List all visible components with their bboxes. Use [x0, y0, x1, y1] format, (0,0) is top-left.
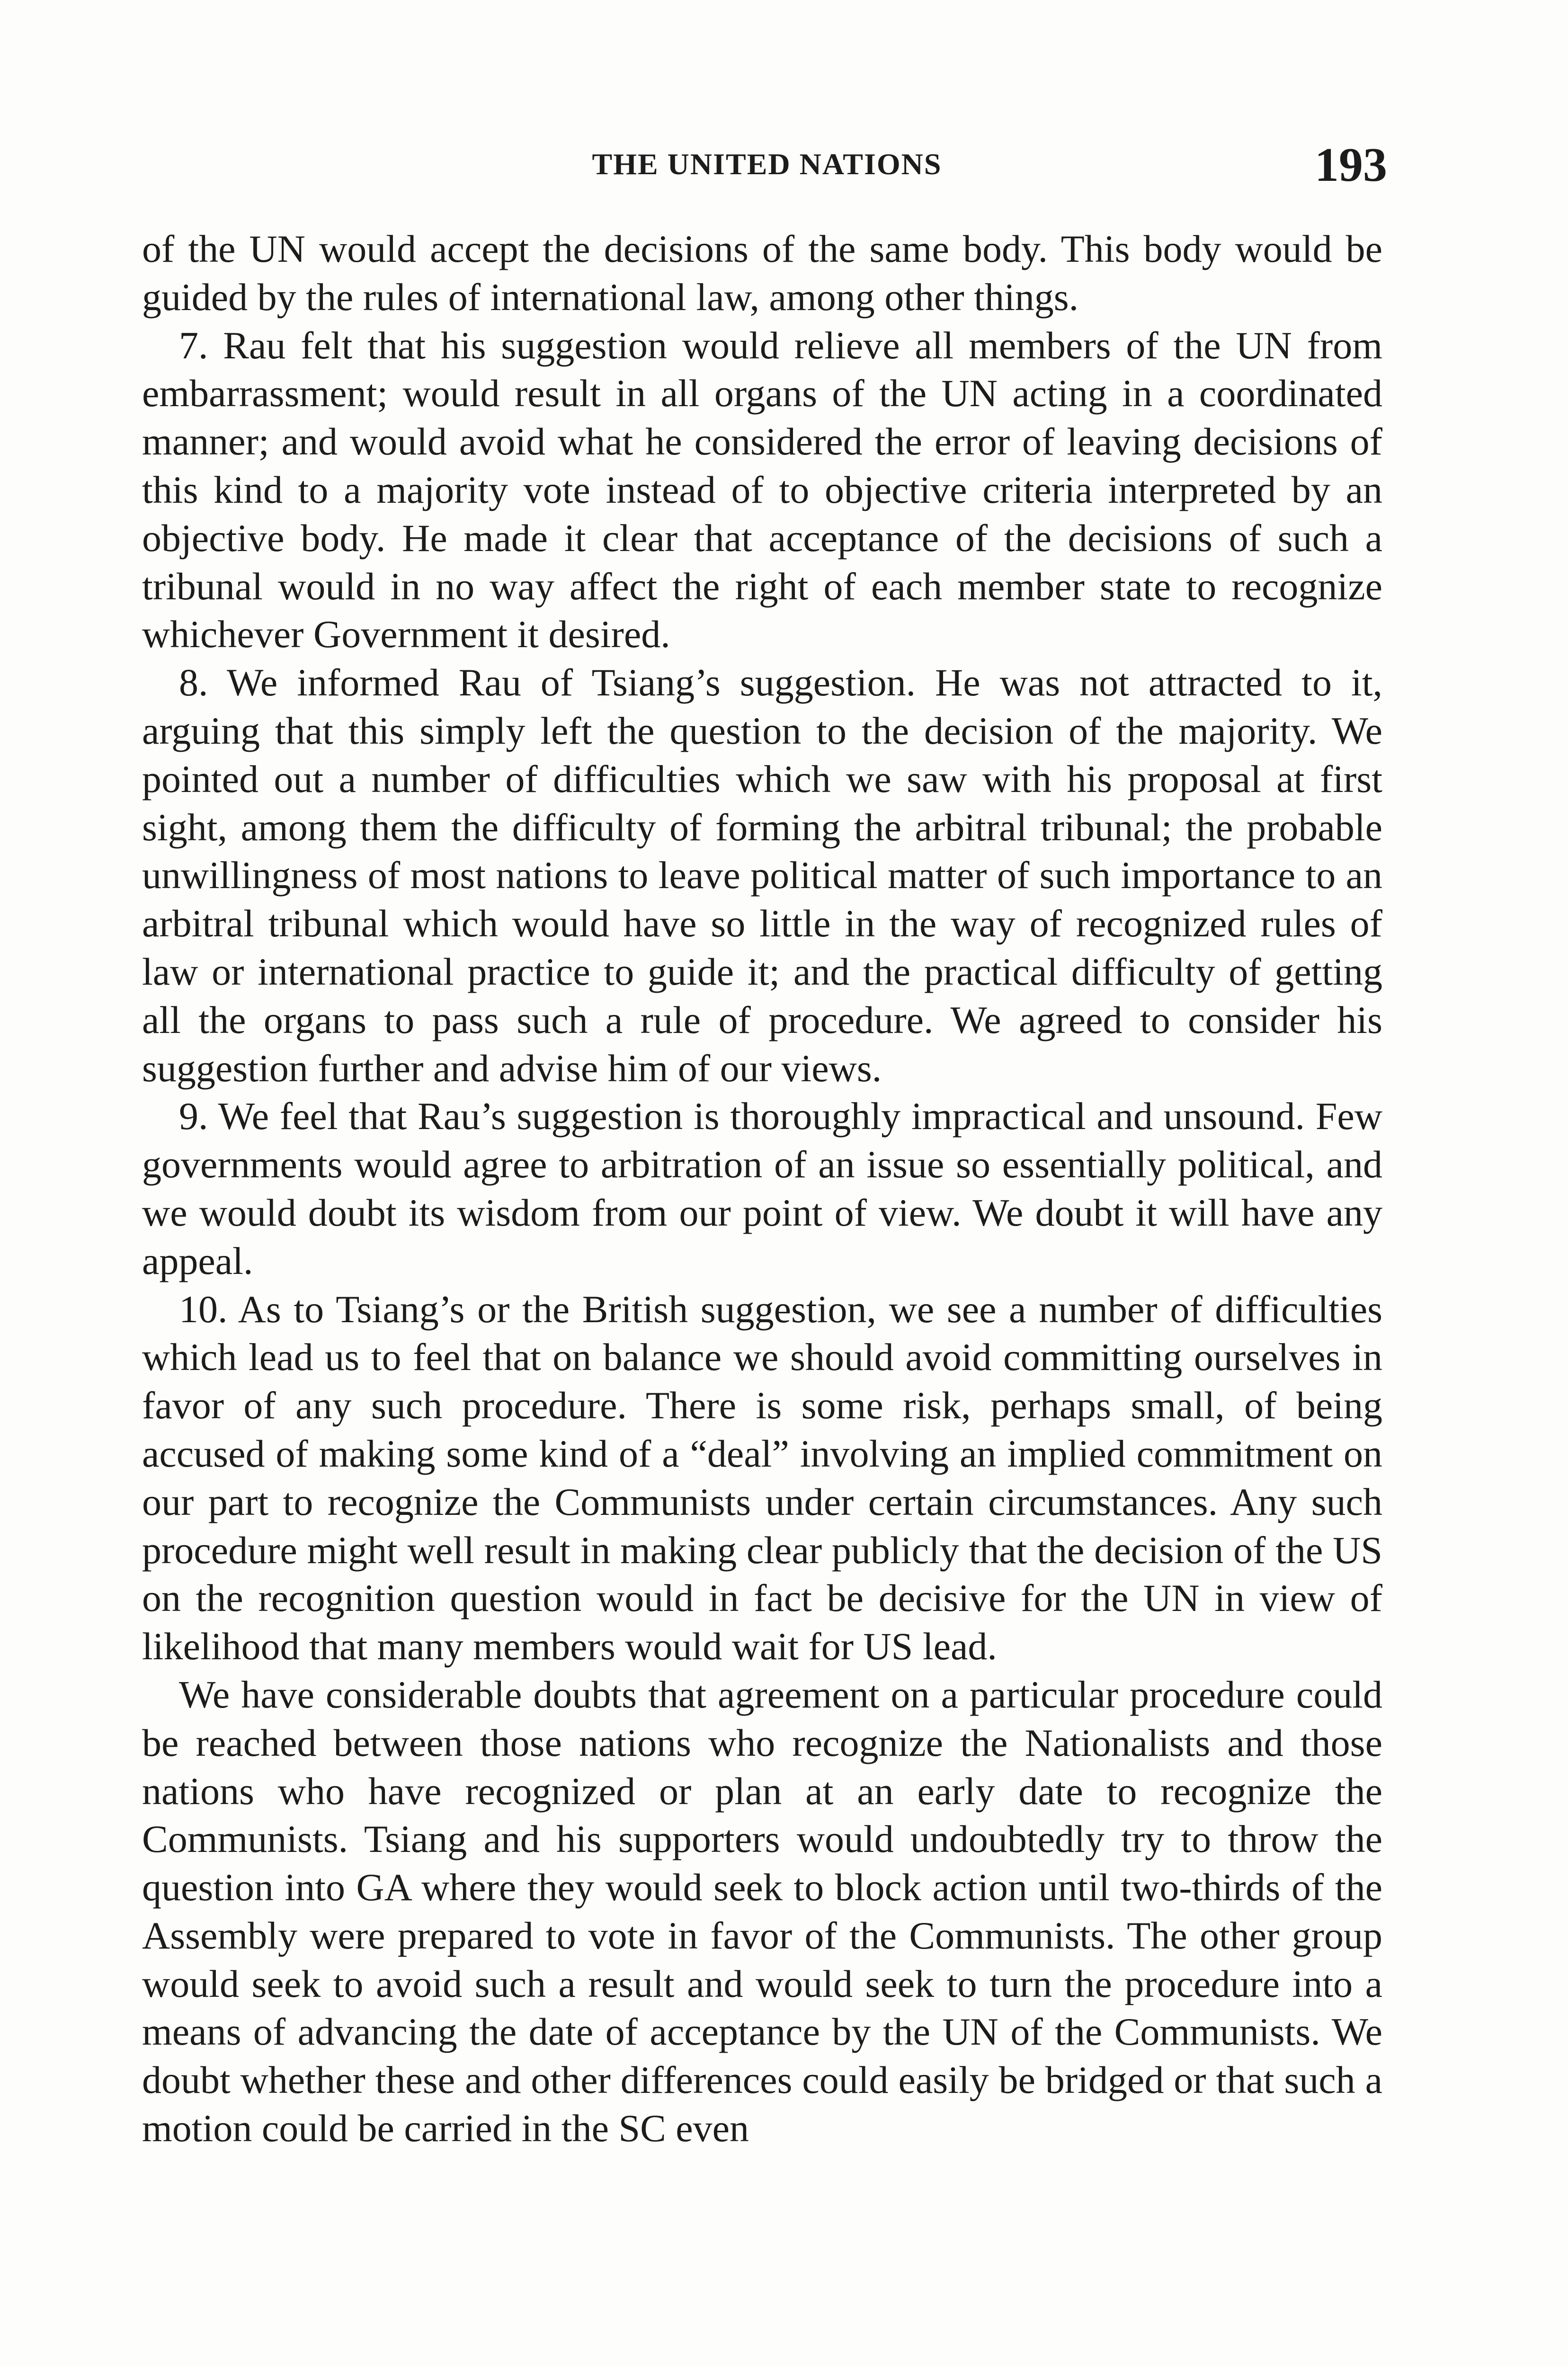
body-text: [142, 225, 1382, 2153]
paragraph-10: 10. As to Tsiang’s or the British suggestion, we see a number of difficulties which lead us to feel that on balance we should avoid committing ourselves in favor of any such procedure. There is some risk, perhaps small, of being accused of making some kind of a “deal” involving an implied commitment on our part to recognize the Communists under certain circumstances. Any such procedure might well result in making clear publicly that the decision of the US on the recognition question would in fact be decisive for the UN in view of likelihood that many members would wait for US lead.: [142, 1287, 1382, 1668]
paragraph-continuation: of the UN would accept the decisions of the same body. This body would be guided by the rules of international law, among other things.: [142, 227, 1382, 319]
page-number: 193: [1315, 138, 1387, 192]
paragraph-doubts: We have considerable doubts that agreement on a particular procedure could be reached between those nations who recognize the Nationalists and those nations who have recognized or plan at an early date to recognize the Communists. Tsiang and his supporters would undoubtedly try to throw the question into GA where they would seek to block action until two-thirds of the Assembly were prepared to vote in favor of the Communists. The other group would seek to avoid such a result and would seek to turn the procedure into a means of advancing the date of acceptance by the UN of the Communists. We doubt whether these and other differences could easily be bridged or that such a motion could be carried in the SC even: [142, 1673, 1382, 2150]
running-title: THE UNITED NATIONS: [592, 147, 942, 181]
paragraph-9: 9. We feel that Rau’s suggestion is thoroughly impractical and unsound. Few governments would agree to arbitration of an issue so essentially political, and we would doubt its wisdom from our point of view. We doubt it will have any appeal.: [142, 1095, 1382, 1282]
page-header: [142, 137, 1392, 194]
paragraph-7: 7. Rau felt that his suggestion would relieve all members of the UN from embarrassment; would result in all organs of the UN acting in a coordinated manner; and would avoid what he considered the error of leaving decisions of this kind to a majority vote instead of to objective criteria interpreted by an objective body. He made it clear that acceptance of the decisions of such a tribunal would in no way affect the right of each member state to recognize whichever Government it desired.: [142, 323, 1382, 656]
paragraph-8: 8. We informed Rau of Tsiang’s suggestion. He was not attracted to it, arguing that this simply left the question to the decision of the majority. We pointed out a number of difficulties which we saw with his proposal at first sight, among them the difficulty of forming the arbitral tribunal; the probable unwillingness of most nations to leave political matter of such importance to an arbitral tribunal which would have so little in the way of recognized rules of law or international practice to guide it; and the practical difficulty of getting all the organs to pass such a rule of procedure. We agreed to consider his suggestion further and advise him of our views.: [142, 661, 1382, 1090]
